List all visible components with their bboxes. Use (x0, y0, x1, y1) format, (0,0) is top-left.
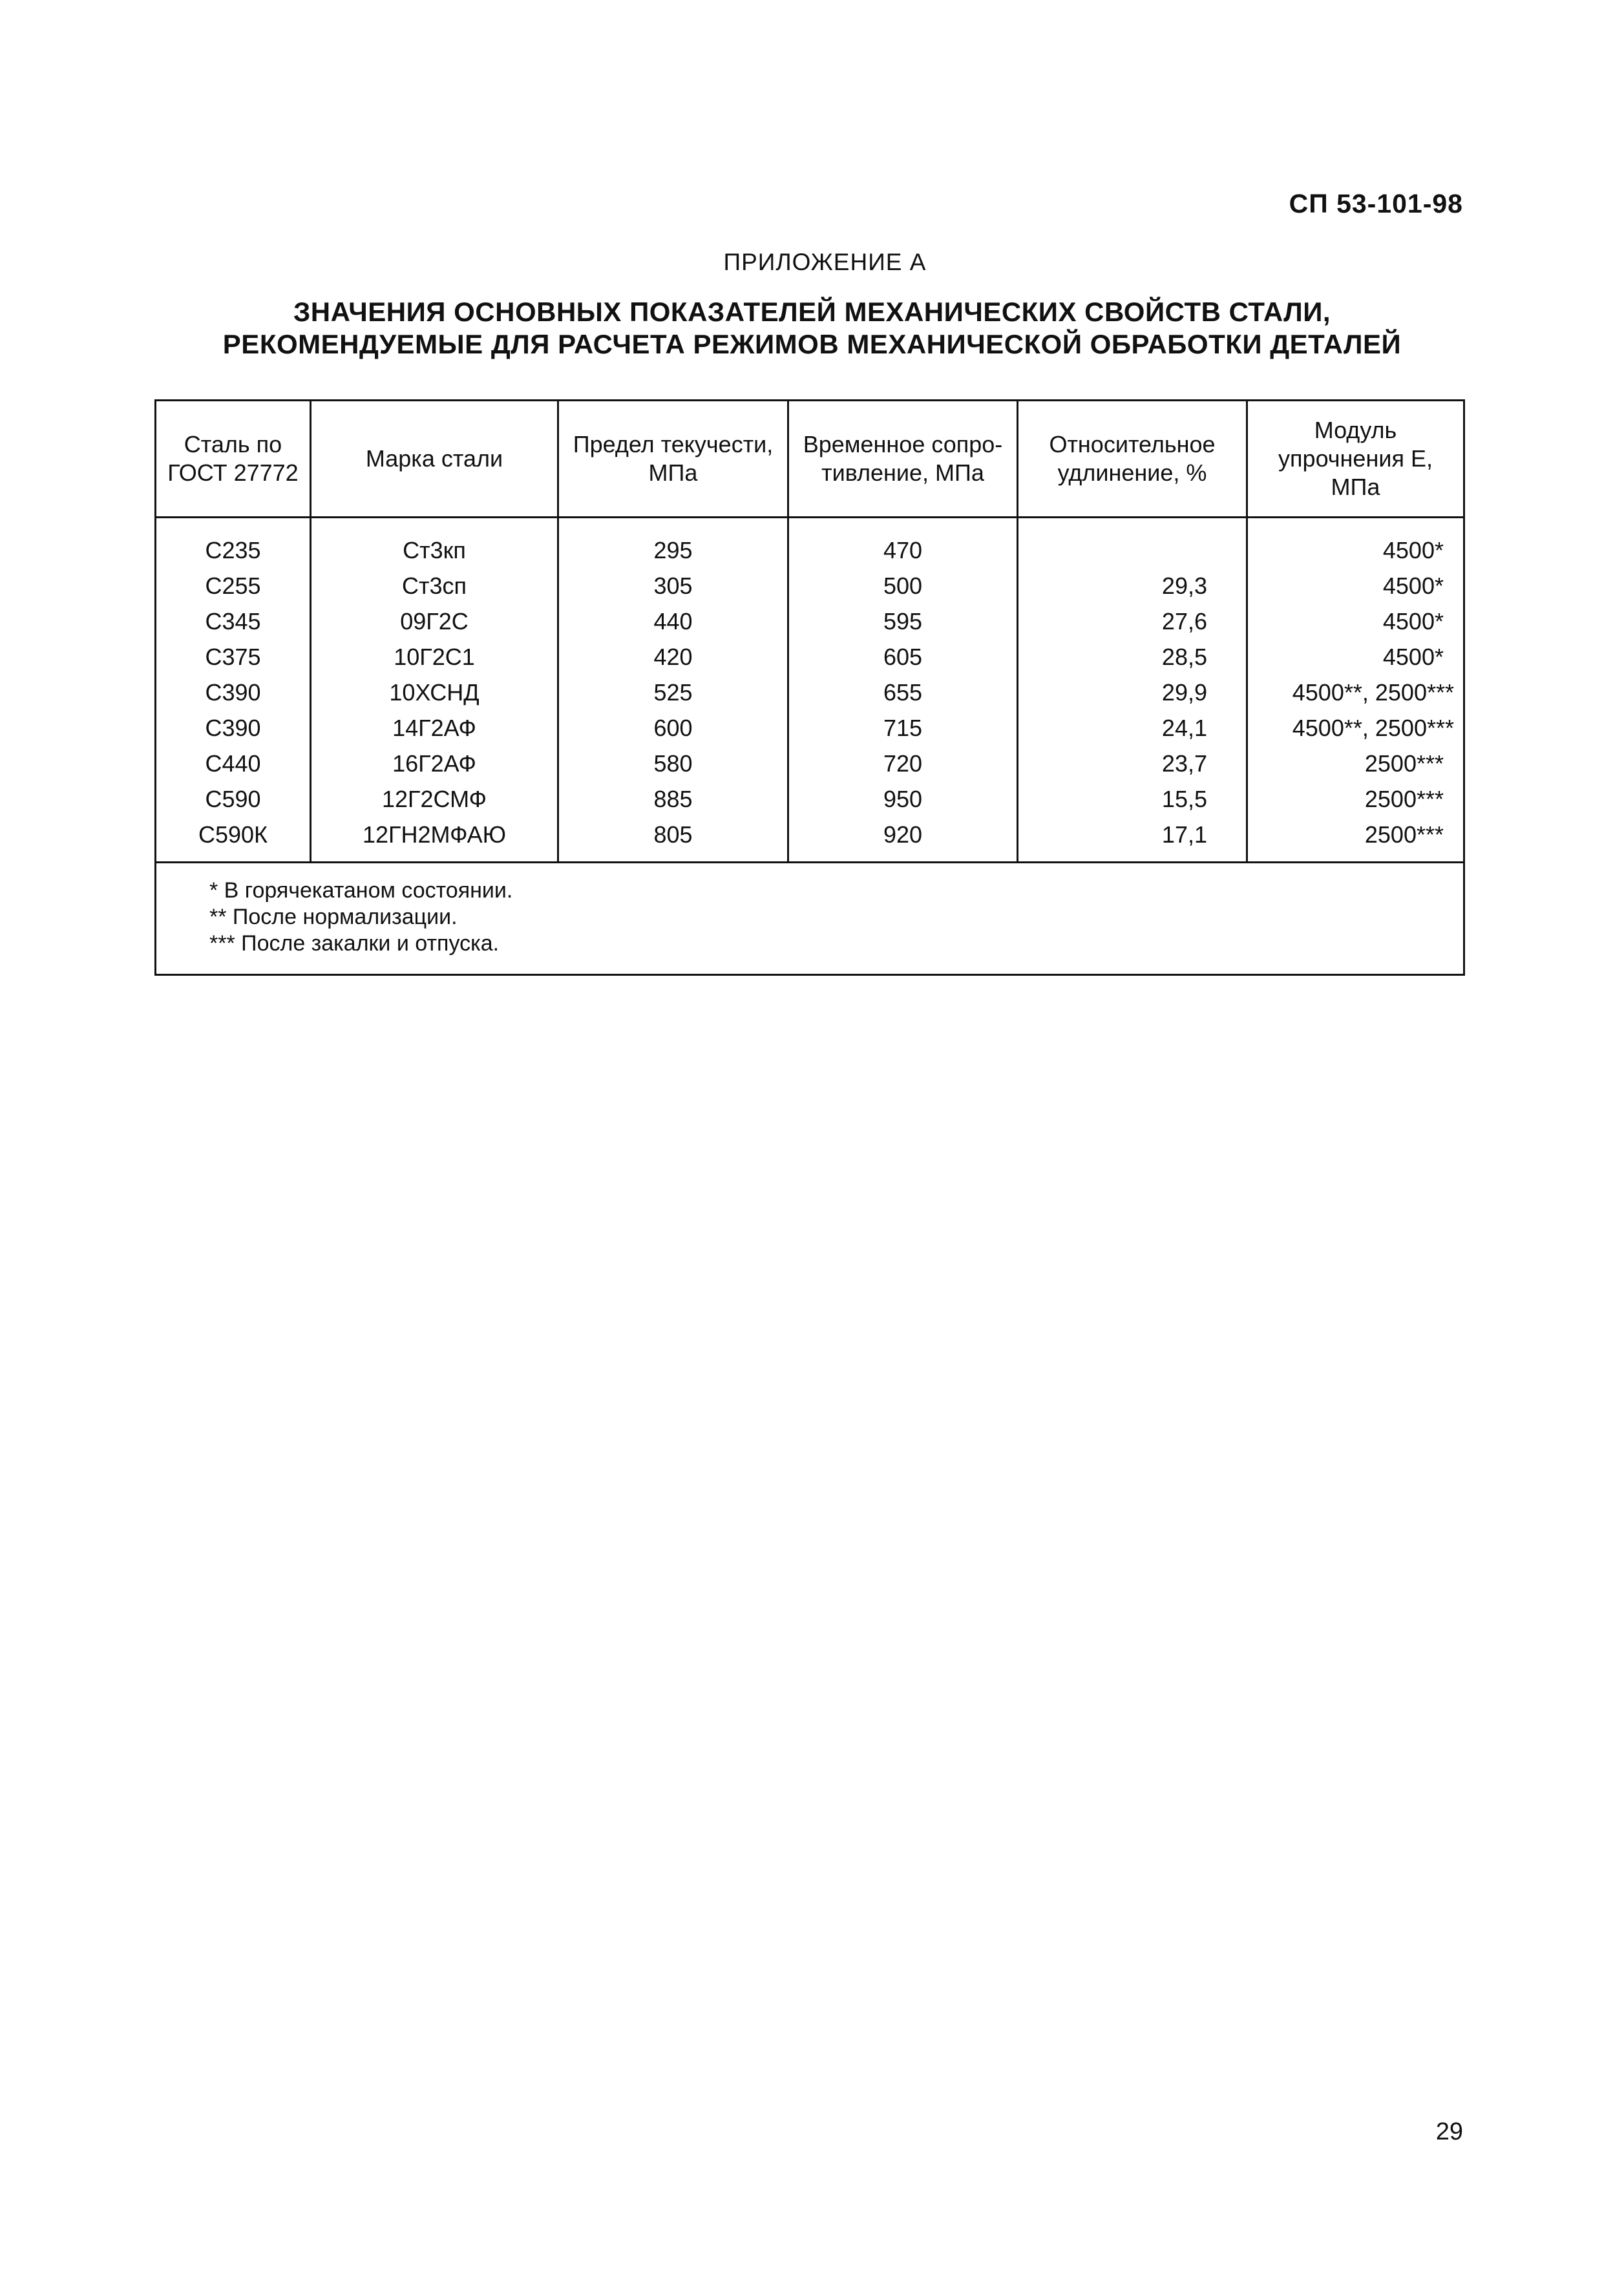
table-cell: 595 (788, 604, 1018, 639)
table-row (156, 604, 1464, 639)
table-cell: 2500*** (1247, 781, 1464, 817)
table-cell: 950 (788, 781, 1018, 817)
table-cell: 28,5 (1018, 639, 1247, 675)
table-cell: Ст3сп (311, 568, 558, 604)
table-row (156, 781, 1464, 817)
table-cell: 09Г2С (311, 604, 558, 639)
table-cell: 295 (558, 518, 788, 569)
table-cell: 23,7 (1018, 746, 1247, 781)
table-cell: 10ХСНД (311, 675, 558, 710)
table-cell: 2500*** (1247, 817, 1464, 863)
table-cell: 4500**, 2500*** (1247, 710, 1464, 746)
table-cell: С390 (156, 675, 311, 710)
table-cell: 4500* (1247, 568, 1464, 604)
table-notes (156, 863, 1464, 975)
table-row (156, 710, 1464, 746)
table-cell: 10Г2С1 (311, 639, 558, 675)
table-cell: 27,6 (1018, 604, 1247, 639)
table-cell: 29,9 (1018, 675, 1247, 710)
table-cell: 12ГН2МФАЮ (311, 817, 558, 863)
table-cell: 4500* (1247, 604, 1464, 639)
table-header-row (156, 401, 1464, 518)
table-cell: 655 (788, 675, 1018, 710)
table-notes-row (156, 863, 1464, 975)
table-cell: С590 (156, 781, 311, 817)
table-cell: С235 (156, 518, 311, 569)
table-cell: 600 (558, 710, 788, 746)
table-row (156, 518, 1464, 569)
page-title (0, 296, 1624, 361)
table-cell (1018, 518, 1247, 569)
table-cell: 4500* (1247, 518, 1464, 569)
table-cell: С390 (156, 710, 311, 746)
title-line-1: ЗНАЧЕНИЯ ОСНОВНЫХ ПОКАЗАТЕЛЕЙ МЕХАНИЧЕСКИХ СВОЙСТВ СТАЛИ, (293, 297, 1331, 327)
document-code: СП 53-101-98 (1289, 189, 1463, 218)
note-hot-rolled: * В горячекатаном состоянии. (209, 878, 513, 903)
column-header: Относительное удлинение, % (1018, 401, 1247, 518)
table-cell: С375 (156, 639, 311, 675)
table-row (156, 817, 1464, 863)
table-row (156, 746, 1464, 781)
table-cell: С590К (156, 817, 311, 863)
table-row (156, 675, 1464, 710)
table-cell: С345 (156, 604, 311, 639)
table-cell: 605 (788, 639, 1018, 675)
column-header: Марка стали (311, 401, 558, 518)
column-header: Модуль упрочнения Е, МПа (1247, 401, 1464, 518)
table-cell: С255 (156, 568, 311, 604)
table-cell: 500 (788, 568, 1018, 604)
table-cell: 29,3 (1018, 568, 1247, 604)
table-cell: 4500**, 2500*** (1247, 675, 1464, 710)
table-cell: 470 (788, 518, 1018, 569)
note-normalized: ** После нормализации. (209, 905, 458, 929)
table-cell: 305 (558, 568, 788, 604)
column-header: Сталь по ГОСТ 27772 (156, 401, 311, 518)
table-cell: 920 (788, 817, 1018, 863)
table-row (156, 639, 1464, 675)
table-cell: 580 (558, 746, 788, 781)
table-cell: 885 (558, 781, 788, 817)
table-cell: 16Г2АФ (311, 746, 558, 781)
table-cell: 12Г2СМФ (311, 781, 558, 817)
table-cell: 525 (558, 675, 788, 710)
table-cell: 24,1 (1018, 710, 1247, 746)
note-quenched-tempered: *** После закалки и отпуска. (209, 931, 500, 956)
table-row (156, 568, 1464, 604)
appendix-label: ПРИЛОЖЕНИЕ А (723, 249, 927, 275)
table-cell: 4500* (1247, 639, 1464, 675)
table-cell: 2500*** (1247, 746, 1464, 781)
table-cell: 805 (558, 817, 788, 863)
column-header: Предел текучести, МПа (558, 401, 788, 518)
table-cell: 15,5 (1018, 781, 1247, 817)
table-cell: 420 (558, 639, 788, 675)
column-header: Временное сопро- тивление, МПа (788, 401, 1018, 518)
table-cell: 14Г2АФ (311, 710, 558, 746)
table-cell: 17,1 (1018, 817, 1247, 863)
page-number: 29 (1435, 2118, 1463, 2145)
steel-properties-table (154, 399, 1465, 976)
table-cell: 720 (788, 746, 1018, 781)
title-line-2: РЕКОМЕНДУЕМЫЕ ДЛЯ РАСЧЕТА РЕЖИМОВ МЕХАНИЧЕСКОЙ ОБРАБОТКИ ДЕТАЛЕЙ (222, 329, 1402, 359)
table-cell: С440 (156, 746, 311, 781)
table-cell: 715 (788, 710, 1018, 746)
table-cell: Ст3кп (311, 518, 558, 569)
table-cell: 440 (558, 604, 788, 639)
